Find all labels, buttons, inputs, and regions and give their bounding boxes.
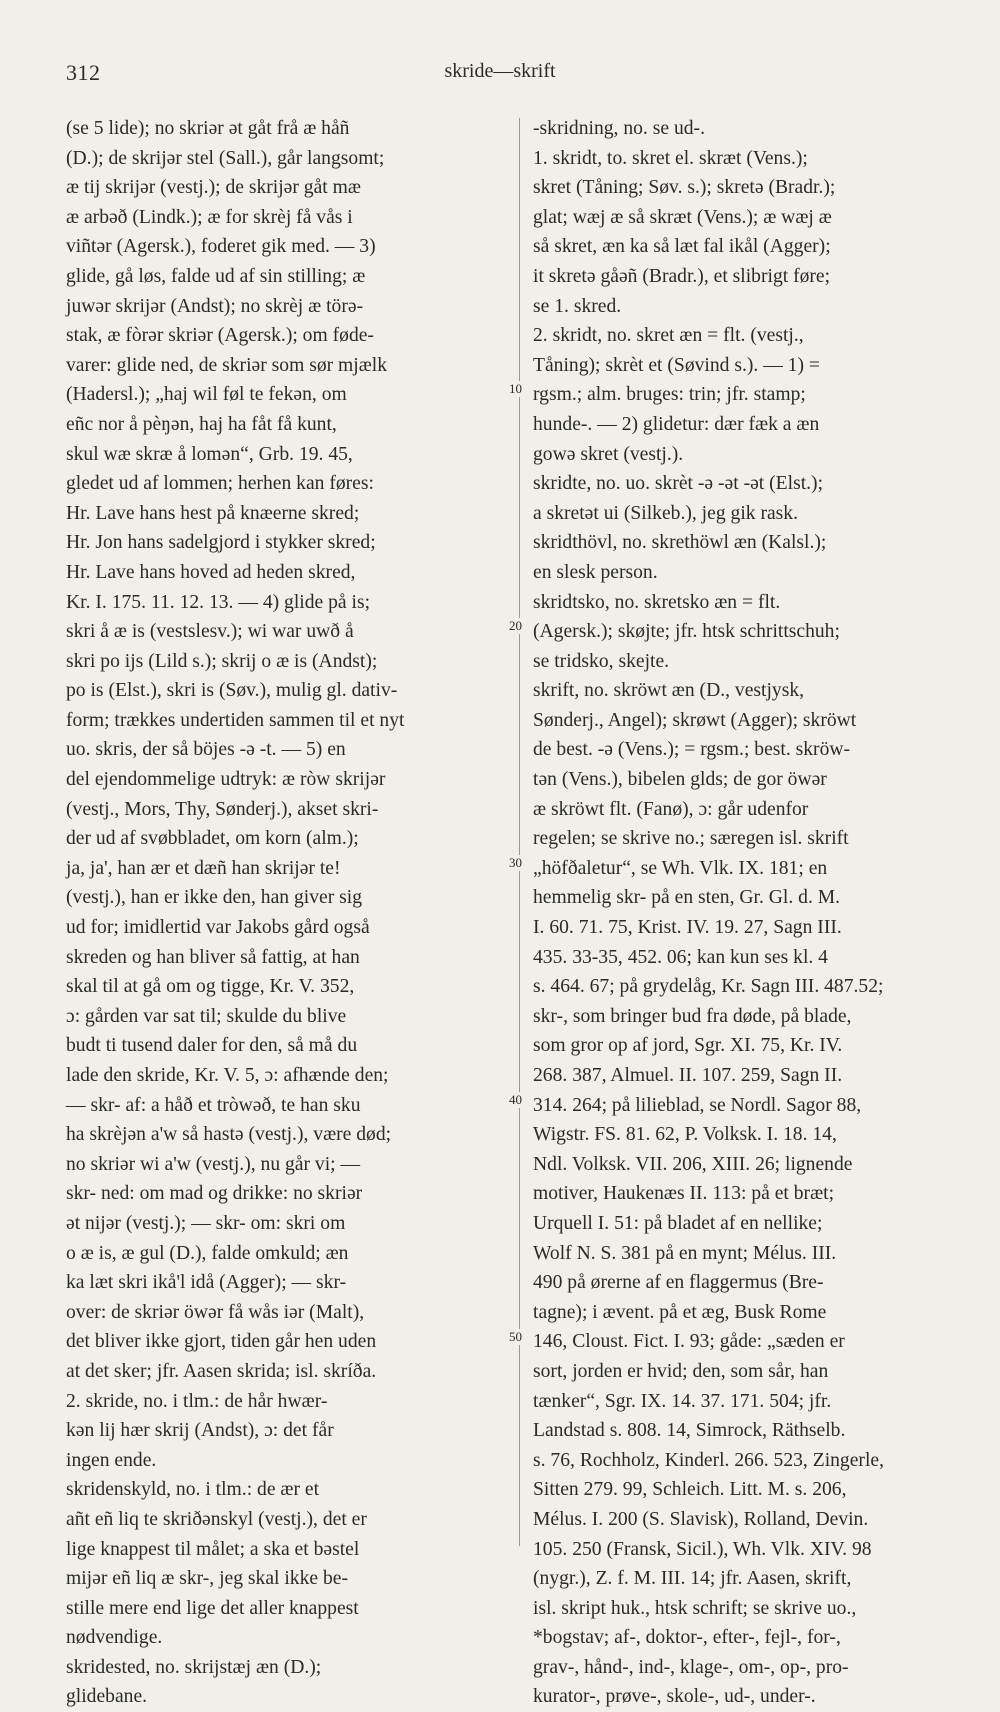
text-line: at det sker; jfr. Aasen skrida; isl. skríða.: [66, 1360, 377, 1382]
running-head: skride—skrift: [444, 60, 556, 82]
text-line: æ tij skrijər (vestj.); de skrijər gåt mæ: [66, 177, 361, 199]
text-line: form; trækkes undertiden sammen til et nyt: [66, 709, 405, 731]
text-line: Mélus. I. 200 (S. Slavisk), Rolland, Devin.: [533, 1508, 869, 1530]
text-line: glat; wæj æ så skræt (Vens.); æ wæj æ: [533, 206, 832, 228]
text-line: Hr. Jon hans sadelgjord i stykker skred;: [66, 532, 376, 554]
text-line: 435. 33-35, 452. 06; kan kun ses kl. 4: [533, 946, 828, 968]
text-line: I. 60. 71. 75, Krist. IV. 19. 27, Sagn III.: [533, 917, 842, 939]
text-line: 146, Cloust. Fict. I. 93; gåde: „sæden er: [533, 1331, 845, 1353]
text-line: s. 464. 67; på grydelåg, Kr. Sagn III. 487.52;: [533, 976, 884, 998]
text-line: Kr. I. 175. 11. 12. 13. — 4) glide på is;: [66, 591, 371, 613]
text-line: ka læt skri ikå'l idå (Agger); — skr-: [66, 1272, 347, 1294]
text-line: lade den skride, Kr. V. 5, ɔ: afhænde den;: [66, 1065, 389, 1086]
text-line: Urquell I. 51: på bladet af en nellike;: [533, 1212, 823, 1234]
text-line: skr- ned: om mad og drikke: no skriər: [66, 1183, 363, 1205]
text-line: añt eñ liq te skriðənskyl (vestj.), det er: [66, 1508, 367, 1530]
text-line: kən lij hær skrij (Andst), ɔ: det får: [66, 1420, 334, 1442]
text-line: *bogstav; af-, doktor-, efter-, fejl-, for-,: [533, 1627, 841, 1649]
text-line: 2. skridt, no. skret æn = flt. (vestj.,: [533, 325, 804, 347]
text-line: skr-, som bringer bud fra døde, på blade,: [533, 1005, 852, 1027]
text-line: glidebane.: [66, 1686, 148, 1708]
left-column: [66, 114, 506, 1712]
text-line: a skretət ui (Silkeb.), jeg gik rask.: [533, 502, 798, 524]
text-line: (nygr.), Z. f. M. III. 14; jfr. Aasen, skrift,: [533, 1568, 852, 1590]
text-line: Wolf N. S. 381 på en mynt; Mélus. III.: [533, 1242, 837, 1264]
text-line: sort, jorden er hvid; den, som sår, han: [533, 1360, 829, 1382]
text-line: rgsm.; alm. bruges: trin; jfr. stamp;: [533, 384, 806, 406]
text-line: po is (Elst.), skri is (Søv.), mulig gl. dativ-: [66, 680, 398, 702]
text-line: skri po ijs (Lild s.); skrij o æ is (Andst);: [66, 650, 378, 672]
text-line: no skriər wi a'w (vestj.), nu går vi; —: [66, 1153, 361, 1175]
page-number: 312: [66, 60, 101, 85]
text-line: ɔ: gården var sat til; skulde du blive: [66, 1005, 347, 1027]
text-line: gledet ud af lommen; herhen kan føres:: [66, 473, 374, 495]
text-line: Sønderj., Angel); skrøwt (Agger); skröwt: [533, 709, 857, 731]
text-line: tən (Vens.), bibelen glds; de gor öwər: [533, 769, 827, 791]
text-line: stille mere end lige det aller knappest: [66, 1597, 359, 1619]
line-number-marker: 30: [509, 855, 533, 871]
line-number-marker: 10: [509, 381, 533, 397]
text-line: ja, ja', han ær et dæñ han skrijər te!: [66, 857, 341, 879]
line-number-marker: 20: [509, 618, 533, 634]
text-line: ingen ende.: [66, 1449, 157, 1471]
text-line: kurator-, prøve-, skole-, ud-, under-.: [533, 1686, 816, 1708]
text-line: skrift, no. skröwt æn (D., vestjysk,: [533, 680, 805, 702]
text-line: 268. 387, Almuel. II. 107. 259, Sagn II.: [533, 1065, 843, 1086]
text-line: skridte, no. uo. skrèt -ə -ət -ət (Elst.);: [533, 473, 824, 495]
text-line: skridtsko, no. skretsko æn = flt.: [533, 591, 781, 613]
text-line: Tåning); skrèt et (Søvind s.). — 1) =: [533, 354, 820, 376]
text-line: æ arbəð (Lindk.); æ for skrèj få vås i: [66, 206, 353, 228]
text-line: så skret, æn ka så læt fal ikål (Agger);: [533, 236, 831, 258]
text-line: tænker“, Sgr. IX. 14. 37. 171. 504; jfr.: [533, 1390, 832, 1412]
text-line: s. 76, Rochholz, Kinderl. 266. 523, Zingerle,: [533, 1449, 884, 1471]
text-line: Hr. Lave hans hest på knæerne skred;: [66, 502, 360, 524]
text-line: skret (Tåning; Søv. s.); skretə (Bradr.);: [533, 177, 836, 199]
text-line: Landstad s. 808. 14, Simrock, Räthselb.: [533, 1420, 846, 1442]
text-line: æ skröwt flt. (Fanø), ɔ: går udenfor: [533, 798, 809, 820]
text-line: motiver, Haukenæs II. 113: på et bræt;: [533, 1183, 835, 1205]
right-column: [533, 114, 973, 1712]
text-line: skal til at gå om og tigge, Kr. V. 352,: [66, 976, 355, 998]
text-line: gowə skret (vestj.).: [533, 443, 684, 465]
text-line: en slesk person.: [533, 561, 658, 583]
text-line: budt ti tusend daler for den, så må du: [66, 1035, 358, 1057]
text-line: mijər eñ liq æ skr-, jeg skal ikke be-: [66, 1568, 349, 1590]
text-line: 314. 264; på lilieblad, se Nordl. Sagor 88,: [533, 1094, 862, 1116]
text-line: skridenskyld, no. i tlm.: de ær et: [66, 1479, 320, 1501]
text-line: (vestj., Mors, Thy, Sønderj.), akset skri-: [66, 798, 379, 820]
text-line: tagne); i ævent. på et æg, Busk Rome: [533, 1301, 827, 1323]
text-line: hunde-. — 2) glidetur: dær fæk a æn: [533, 413, 820, 435]
text-line: 1. skridt, to. skret el. skræt (Vens.);: [533, 147, 808, 169]
text-line: skul wæ skræ å lomən“, Grb. 19. 45,: [66, 443, 353, 465]
text-line: skridthövl, no. skrethöwl æn (Kalsl.);: [533, 532, 827, 554]
text-line: o æ is, æ gul (D.), falde omkuld; æn: [66, 1242, 349, 1264]
text-line: 105. 250 (Fransk, Sicil.), Wh. Vlk. XIV. 98: [533, 1538, 872, 1560]
text-line: juwər skrijər (Andst); no skrèj æ törə-: [66, 295, 364, 317]
text-line: ət nijər (vestj.); — skr- om: skri om: [66, 1212, 346, 1234]
text-line: 2. skride, no. i tlm.: de hår hwær-: [66, 1390, 328, 1412]
text-line: se tridsko, skejte.: [533, 650, 670, 672]
text-line: stak, æ fòrər skriər (Agersk.); om føde-: [66, 325, 374, 347]
text-line: — skr- af: a håð et tròwəð, te han sku: [66, 1094, 361, 1116]
text-line: skridested, no. skrijstæj æn (D.);: [66, 1656, 322, 1678]
text-line: -skridning, no. se ud-.: [533, 118, 705, 139]
text-line: der ud af svøbbladet, om korn (alm.);: [66, 828, 359, 850]
line-number-marker: 50: [509, 1329, 533, 1345]
text-line: Ndl. Volksk. VII. 206, XIII. 26; lignende: [533, 1153, 853, 1175]
text-line: 490 på ørerne af en flaggermus (Bre-: [533, 1272, 824, 1294]
text-line: regelen; se skrive no.; særegen isl. skrift: [533, 828, 849, 850]
text-line: nødvendige.: [66, 1627, 163, 1649]
text-line: (Hadersl.); „haj wil føl te fekən, om: [66, 384, 347, 406]
text-line: over: de skriər öwər få wås iər (Malt),: [66, 1301, 365, 1323]
text-line: ha skrèjən a'w så hastə (vestj.), være død;: [66, 1124, 392, 1146]
text-line: (D.); de skrijər stel (Sall.), går langsomt;: [66, 147, 385, 169]
text-line: isl. skript huk., htsk schrift; se skrive uo.,: [533, 1597, 857, 1619]
text-line: „höfðaletur“, se Wh. Vlk. IX. 181; en: [533, 857, 828, 879]
text-line: Wigstr. FS. 81. 62, P. Volksk. I. 18. 14,: [533, 1124, 837, 1146]
text-line: varer: glide ned, de skriər som sør mjælk: [66, 354, 388, 376]
text-line: Hr. Lave hans hoved ad heden skred,: [66, 561, 356, 583]
text-line: som gror op af jord, Sgr. XI. 75, Kr. IV.: [533, 1035, 843, 1057]
text-line: Sitten 279. 99, Schleich. Litt. M. s. 206,: [533, 1479, 847, 1501]
text-line: ud for; imidlertid var Jakobs gård også: [66, 917, 370, 939]
text-line: viñtər (Agersk.), foderet gik med. — 3): [66, 236, 376, 258]
text-line: uo. skris, der så böjes -ə -t. — 5) en: [66, 739, 346, 761]
text-line: glide, gå løs, falde ud af sin stilling; æ: [66, 265, 366, 287]
text-line: de best. -ə (Vens.); = rgsm.; best. skröw-: [533, 739, 851, 761]
text-line: grav-, hånd-, ind-, klage-, om-, op-, pro-: [533, 1656, 849, 1678]
text-line: (vestj.), han er ikke den, han giver sig: [66, 887, 362, 909]
text-line: skreden og han bliver så fattig, at han: [66, 946, 360, 968]
text-line: it skretə gåəñ (Bradr.), et slibrigt føre;: [533, 265, 831, 287]
line-number-marker: 40: [509, 1092, 533, 1108]
text-line: lige knappest til målet; a ska et bəstel: [66, 1538, 360, 1560]
text-line: hemmelig skr- på en sten, Gr. Gl. d. M.: [533, 887, 841, 909]
text-line: skri å æ is (vestslesv.); wi war uwð å: [66, 621, 354, 643]
text-line: det bliver ikke gjort, tiden går hen uden: [66, 1331, 377, 1353]
text-line: se 1. skred.: [533, 295, 622, 317]
text-line: (Agersk.); skøjte; jfr. htsk schrittschuh;: [533, 621, 840, 643]
text-line: del ejendommelige udtryk: æ ròw skrijər: [66, 769, 386, 791]
text-line: eñc nor å pèŋən, haj ha fåt få kunt,: [66, 413, 337, 435]
text-line: (se 5 lide); no skriər ət gåt frå æ håñ: [66, 118, 350, 139]
